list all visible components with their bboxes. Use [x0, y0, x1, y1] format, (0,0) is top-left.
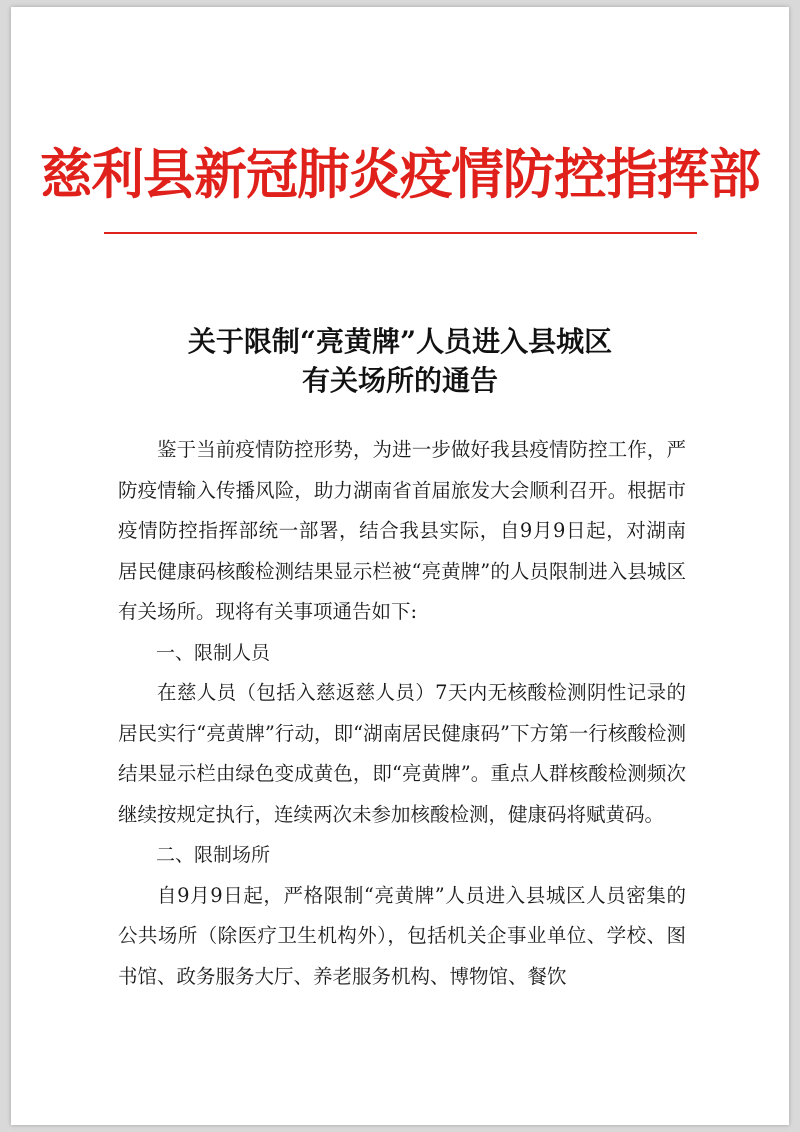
red-header-rule — [104, 232, 697, 234]
document-page — [11, 7, 789, 1125]
section-1-paragraph: 在慈人员（包括入慈返慈人员）7天内无核酸检测阴性记录的居民实行“亮黄牌”行动，即“湖南居民健康码”下方第一行核酸检测结果显示栏由绿色变成黄色，即“亮黄牌”。重点人群核酸检测频次继续按规定执行，连续两次未参加核酸检测，健康码将赋黄码。 — [118, 681, 686, 826]
intro-paragraph: 鉴于当前疫情防控形势，为进一步做好我县疫情防控工作，严防疫情输入传播风险，助力湖南省首届旅发大会顺利召开。根据市疫情防控指挥部统一部署，结合我县实际，自9月9日起，对湖南居民健康码核酸检测结果显示栏被“亮黄牌”的人员限制进入县城区有关场所。现将有关事项通告如下: — [118, 438, 686, 623]
notice-title-line-2: 有关场所的通告 — [301, 364, 498, 397]
issuing-authority-title: 慈利县新冠肺炎疫情防控指挥部 — [40, 143, 760, 206]
notice-body — [118, 430, 686, 997]
section-1-heading: 一、限制人员 — [156, 641, 271, 664]
notice-title-line-1: 关于限制“亮黄牌”人员进入县城区 — [187, 325, 613, 358]
section-2-paragraph: 自9月9日起，严格限制“亮黄牌”人员进入县城区人员密集的公共场所（除医疗卫生机构外），包括机关企事业单位、学校、图书馆、政务服务大厅、养老服务机构、博物馆、餐饮 — [118, 883, 686, 988]
section-2-heading: 二、限制场所 — [156, 844, 271, 866]
